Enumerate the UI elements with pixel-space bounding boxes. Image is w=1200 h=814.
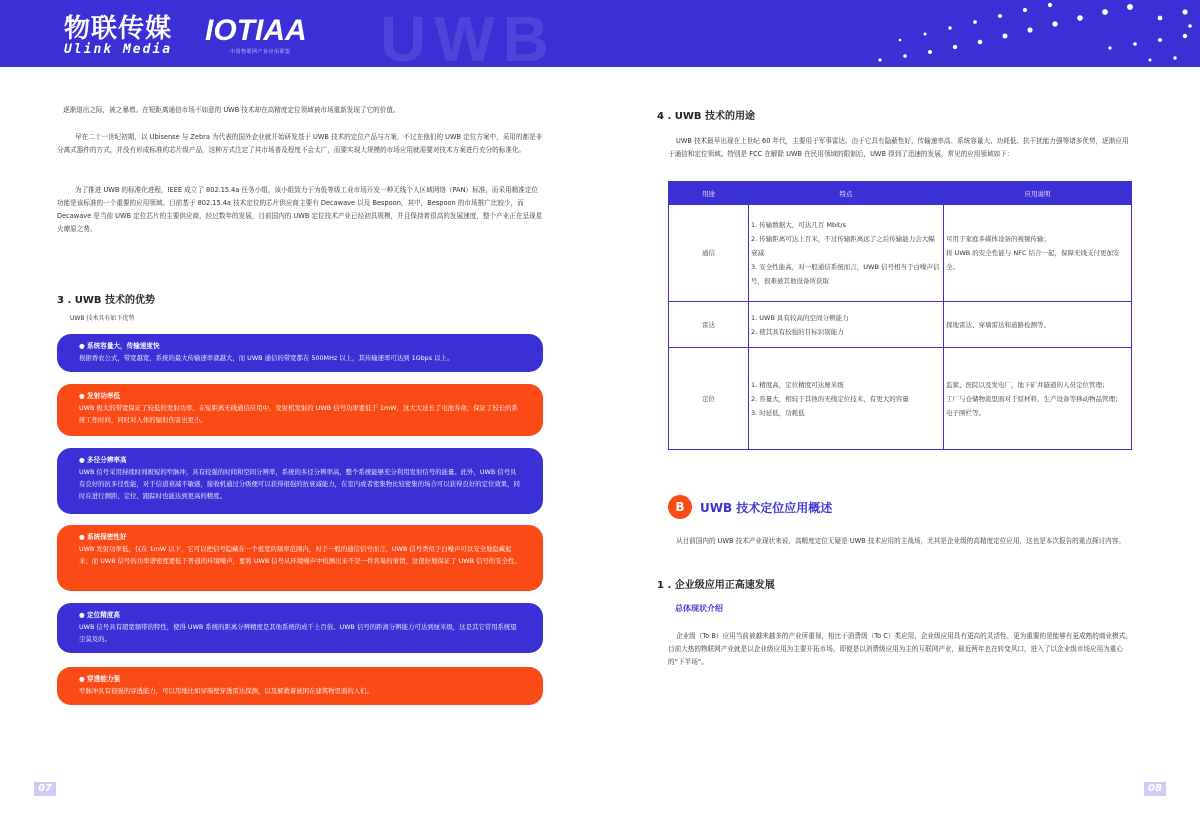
watermark-word: UWB xyxy=(380,3,557,67)
table-cell-apps xyxy=(944,205,1132,302)
intro-paragraph-2: 早在二十一世纪初期，以 Ubisense 与 Zebra 为代表的国外企业就开始研发基于 UWB 技术的定位产品与方案，不过在他们的 UWB 定位方案中，采用的都是非分离式器件的方式，并没有形成标准的芯片级产品，这种方式注定了其市场普及程度不会太广，而要实现大规模的市场应用就需要对技术方案进行充分的标准化。 xyxy=(57,133,543,154)
part-title: UWB 技术定位应用概述 xyxy=(700,501,833,515)
table-header-cell: 应用说明 xyxy=(944,182,1132,205)
app-line: 工厂与仓储物流里面对于原材料、生产设备等移动物品管理； xyxy=(946,394,1122,403)
page-number-left: 07 xyxy=(34,782,56,796)
table-row xyxy=(669,348,1132,450)
section-1-title: 1 . 企业级应用正高速发展 xyxy=(657,580,775,591)
card-title: ● 定位精度高 xyxy=(79,611,121,619)
table-cell-features xyxy=(749,302,944,348)
app-line: 探地雷达、穿墙雷达和道路检测等。 xyxy=(946,320,1050,329)
table-cell-apps xyxy=(944,348,1132,450)
brand-logo-en: Ulink Media xyxy=(64,42,173,57)
table-cell-use: 定位 xyxy=(669,348,749,450)
feature-line: 2. 容量大，相较于其他的无线定位技术，有更大的容量 xyxy=(751,394,909,403)
advantage-card-capacity xyxy=(57,334,543,372)
part-badge: B xyxy=(668,495,692,519)
advantage-card-security xyxy=(57,525,543,591)
card-body: UWB 信号具有超宽频带的特性，使得 UWB 系统的距离分辨精度是其他系统的成千上百倍。UWB 信号的距离分辨能力可达到厘米级，这是其它常用系统望尘莫及的。 xyxy=(79,623,517,643)
partner-logo-subtitle: 中国物联网产业应用联盟 xyxy=(230,49,291,55)
intro-paragraph-1: 逐渐退出之际，被之暴增。在短距离通信市场不如意的 UWB 技术却在高精度定位领域被市场重新发现了它的价值。 xyxy=(63,106,400,114)
card-body: UWB 极大的带宽保证了较低的发射功率。在短距离无线通信应用中，发射机发射的 UWB 信号功率要低于 1mW，这大大延长了电池寿命，保证了较长的系统工作时间，同时对人体的辐射伤害也更小。 xyxy=(79,404,518,424)
card-title: ● 系统容量大，传输速度快 xyxy=(79,342,160,350)
section-4-paragraph: UWB 技术最早出现在上世纪 60 年代，主要用于军事雷达。由于它具有隐蔽性好、传输速率高、系统容量大、功耗低、抗干扰能力强等诸多优势，逐渐应用于通信和定位领域。特别是 FCC 在解除 UWB 在民用领域的限制后，UWB 得到了迅速的发展，常见的应用领域如下： xyxy=(668,137,1129,158)
card-title: ● 多径分辨率高 xyxy=(79,456,127,464)
card-title: ● 系统保密性好 xyxy=(79,533,127,541)
feature-line: 2. 使其具有较强的目标识别能力 xyxy=(751,327,844,336)
advantage-card-multipath xyxy=(57,448,543,514)
feature-line: 1. 精度高，定位精度可达厘米级 xyxy=(751,380,844,389)
decorative-dots-icon xyxy=(0,0,1200,67)
part-paragraph: 从目前国内的 UWB 技术产业现状来说，高精度定位无疑是 UWB 技术应用的主战场，尤其是企业级的高精度定位应用，这也是本次报告的重点探讨内容。 xyxy=(676,537,1125,545)
uwb-usage-table xyxy=(668,181,1132,450)
feature-line: 3. 安全性能高，对一般通信系统而言，UWB 信号相当于白噪声信号，很难被其他设备所获取 xyxy=(751,263,940,285)
card-body: UWB 信号采用持续时间极短的窄脉冲，具有较强的时间和空间分辨率，系统的多径分辨率高，整个系统能够充分利用发射信号的能量。此外，UWB 信号具有良好的抗多径性能，对于信道衰减不敏感，接收机通过分级便可以获得很强的抗衰减能力，在室内或者密集物比较密集的场合可以获得良好的定位效果，同时在进行测距、定位、跟踪时也能达到更高的精度。 xyxy=(79,468,520,500)
sub-section-title: 总体现状介绍 xyxy=(675,604,723,613)
section-1-paragraph: 企业级（To B）应用当前被越来越多的产业所重视，相比于消费级（To C）类应用，企业级应用具有更高的灵活性、更为重要的是能够有更成熟的商业模式。目前大热的物联网产业就是以企业级应用为主要开拓市场，即便是以消费级应用为主的互联网产业，最近两年也在转变风口，进入了以企业级市场应用为重心的“下半场”。 xyxy=(668,632,1132,666)
partner-logo: IOTIAA xyxy=(205,14,307,47)
app-line: 将 UWB 的安全性能与 NFC 结合一起，保障无线支付更加安全。 xyxy=(946,249,1120,271)
advantage-card-penetration xyxy=(57,667,543,705)
table-cell-features xyxy=(749,348,944,450)
card-title: ● 发射功率低 xyxy=(79,392,121,400)
section-4-title: 4 . UWB 技术的用途 xyxy=(657,111,755,122)
feature-line: 1. UWB 具有较高的空间分辨能力 xyxy=(751,313,849,322)
feature-line: 2. 传输距离可达上百米，不过传输距离远了之后传输能力会大幅衰减 xyxy=(751,235,935,257)
feature-line: 3. 时延低，功耗低 xyxy=(751,408,805,417)
brand-logo-cn: 物联传媒 xyxy=(64,14,173,44)
card-title: ● 穿透能力强 xyxy=(79,675,121,683)
feature-line: 1. 传输数据大，可达几百 Mbit/s xyxy=(751,221,846,229)
app-line: 电子围栏等。 xyxy=(946,408,985,417)
header-banner xyxy=(0,0,1200,67)
app-line: 监狱、医院以及发电厂，地下矿井隧道的人员定位管理； xyxy=(946,380,1109,389)
table-row xyxy=(669,302,1132,348)
table-header-cell: 用途 xyxy=(669,182,749,205)
table-row xyxy=(669,205,1132,302)
card-body: UWB 发射功率低，仅在 1mW 以下，它可以把信号隐藏在一个很宽的频率范围内，对于一般的通信信号而言，UWB 信号类似于白噪声可以安全地隐藏起来；而 UWB 信号的功率谱密度要低于普通的环境噪声，要将 UWB 信号从环境噪声中检测出来不是一件容易的事情，这很好地保证了 UWB 信号的安全性。 xyxy=(79,545,521,565)
section-3-subtitle: UWB 技术具有如下优势 xyxy=(70,315,135,322)
app-line: 可用于家庭多媒体设备的视频传输； xyxy=(946,235,1050,243)
table-header-row xyxy=(669,182,1132,205)
table-cell-apps xyxy=(944,302,1132,348)
card-body: 窄脉冲具有很强的穿透能力，可以用地比如穿墙壁穿透雷达探测，以及解救着被困在建筑物里面的人们。 xyxy=(79,687,373,695)
page-number-right: 08 xyxy=(1144,782,1166,796)
intro-paragraph-3: 为了推进 UWB 的标准化进程，IEEE 成立了 802.15.4a 任务小组，该小组致力于为低等级工业市场开发一种无线个人区域网络（PAN）标准，而采用精准定位功能是该标准的一个重要的应用领域。目前基于 802.15.4a 技术定位的芯片供应商主要有 Decawave 以及 Bespoon，其中，Bespoon 的市场推广比较少，而 Decawave 是当前 UWB 定位芯片的主要供应商，经过数年的发展，目前国内的 UWB 定位技术产业已经初具规模，并且保持着很高的发展速度，整个产业正在呈现星火燎原之势。 xyxy=(57,186,543,233)
card-body: 根据香农公式，带宽越宽，系统的最大传输速率就越大，而 UWB 通信的带宽都在 500MHz 以上，其传输速率可达到 1Gbps 以上。 xyxy=(79,354,454,362)
section-3-title: 3 . UWB 技术的优势 xyxy=(57,295,155,306)
table-cell-features xyxy=(749,205,944,302)
table-cell-use: 通信 xyxy=(669,205,749,302)
table-cell-use: 雷达 xyxy=(669,302,749,348)
advantage-card-accuracy xyxy=(57,603,543,653)
table-header-cell: 特点 xyxy=(749,182,944,205)
advantage-card-power xyxy=(57,384,543,436)
